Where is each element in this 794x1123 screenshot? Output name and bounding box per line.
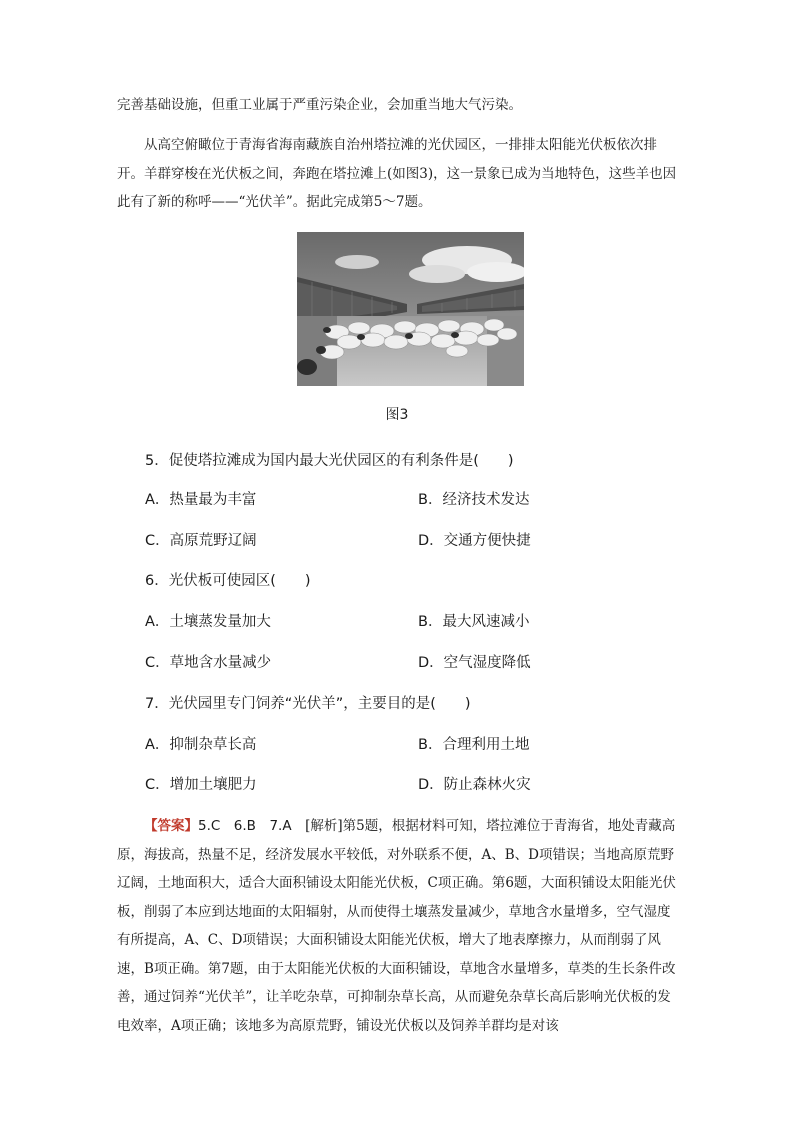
question-6-stem: 6．光伏板可使园区( ) <box>145 573 311 589</box>
answer-section <box>117 812 677 1040</box>
question-7-stem: 7．光伏园里专门饲养“光伏羊”，主要目的是( ) <box>145 696 471 712</box>
question-5-stem: 5．促使塔拉滩成为国内最大光伏园区的有利条件是( ) <box>145 453 514 469</box>
figure-3-photo <box>297 232 524 386</box>
continued-text-line: 完善基础设施，但重工业属于严重污染企业，会加重当地大气污染。 <box>117 97 522 113</box>
q6-option-a: A．土壤蒸发量加大 <box>145 614 271 630</box>
q7-option-b: B．合理利用土地 <box>418 737 530 753</box>
q7-option-d: D．防止森林火灾 <box>418 777 531 793</box>
q6-option-b: B．最大风速减小 <box>418 614 530 630</box>
q7-option-a: A．抑制杂草长高 <box>145 737 257 753</box>
q7-option-c: C．增加土壤肥力 <box>145 777 257 793</box>
q5-option-a: A．热量最为丰富 <box>145 492 257 508</box>
solar-sheep-photo-graphic <box>297 232 524 386</box>
intro-paragraph: 从高空俯瞰位于青海省海南藏族自治州塔拉滩的光伏园区，一排排太阳能光伏板依次排开。羊群穿梭在光伏板之间，奔跑在塔拉滩上(如图3)，这一景象已成为当地特色，这些羊也因此有了新的称呼——“光伏羊”。据此完成第5～7题。 <box>117 137 677 210</box>
q5-option-d: D．交通方便快捷 <box>418 533 531 549</box>
q5-option-c: C．高原荒野辽阔 <box>145 533 257 549</box>
answer-keys: 5.C 6.B 7.A <box>198 818 292 834</box>
answer-tag: 【答案】 <box>144 818 198 834</box>
answer-explanation: [解析]第5题，根据材料可知，塔拉滩位于青海省，地处青藏高原，海拔高，热量不足，经济发展水平较低，对外联系不便，A、B、D项错误；当地高原荒野辽阔，土地面积大，适合大面积铺设太阳能光伏板，C项正确。第6题，大面积铺设太阳能光伏板，削弱了本应到达地面的太阳辐射，从而使得土壤蒸发量减少，草地含水量增多，空气湿度有所提高，A、C、D项错误；大面积铺设太阳能光伏板，增大了地表摩擦力，从而削弱了风速，B项正确。第7题，由于太阳能光伏板的大面积铺设，草地含水量增多，草类的生长条件改善，通过饲养“光伏羊”，让羊吃杂草，可抑制杂草长高，从而避免杂草长高后影响光伏板的发电效率，A项正确；该地多为高原荒野，铺设光伏板以及饲养羊群均是对该 <box>117 818 676 1034</box>
q5-option-b: B．经济技术发达 <box>418 492 530 508</box>
figure-caption: 图3 <box>385 407 409 423</box>
q6-option-d: D．空气湿度降低 <box>418 655 531 671</box>
q6-option-c: C．草地含水量减少 <box>145 655 272 671</box>
